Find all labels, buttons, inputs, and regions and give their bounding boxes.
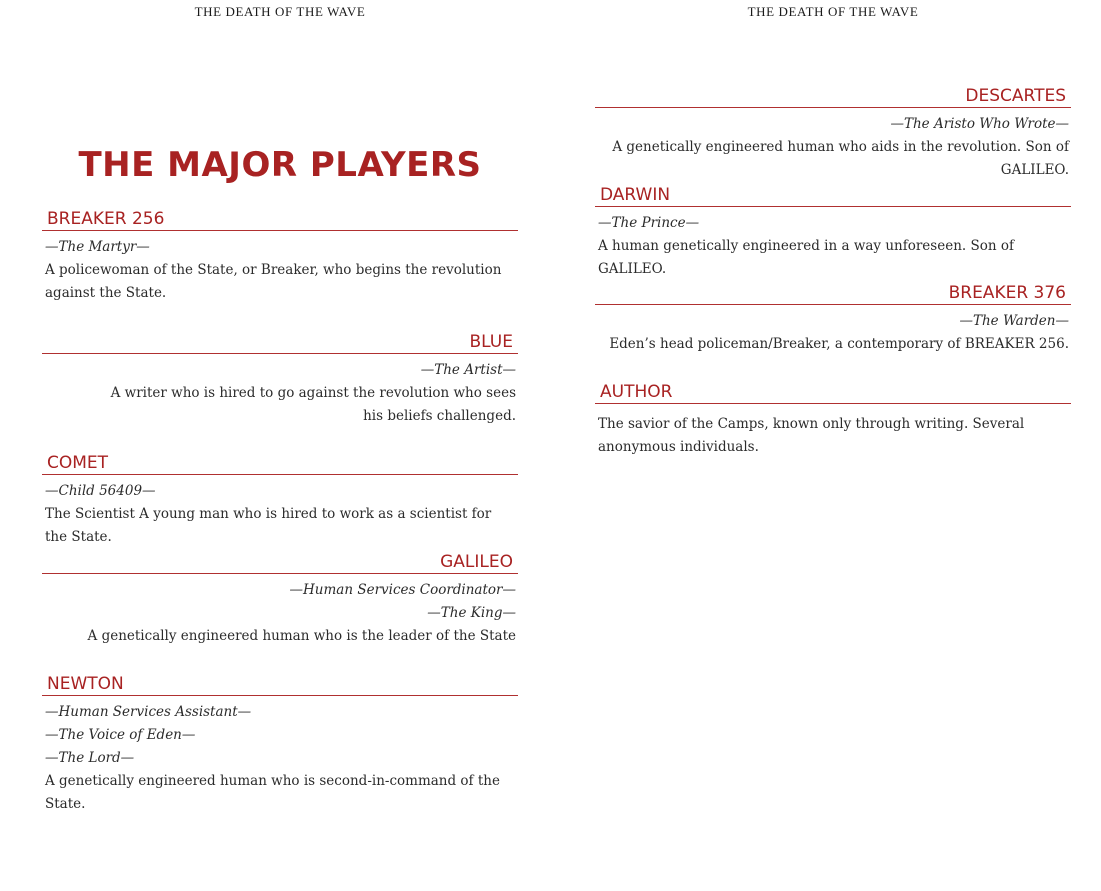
character-entry-darwin	[595, 185, 1071, 281]
running-head: THE DEATH OF THE WAVE	[194, 4, 366, 19]
character-name: DESCARTES	[595, 86, 1071, 108]
character-body	[42, 359, 518, 428]
character-body	[595, 212, 1071, 281]
character-name: COMET	[42, 453, 518, 475]
character-body	[42, 579, 518, 648]
character-name: BREAKER 256	[42, 209, 518, 231]
page-title: THE MAJOR PLAYERS	[78, 145, 482, 185]
character-entry-blue	[42, 332, 518, 428]
character-name: NEWTON	[42, 674, 518, 696]
character-name: DARWIN	[595, 185, 1071, 207]
character-name: AUTHOR	[595, 382, 1071, 404]
character-alias: —The Artist—	[420, 362, 516, 378]
character-description: The Scientist A young man who is hired to work as a scientist for the State.	[45, 506, 492, 545]
character-entry-descartes	[595, 86, 1071, 182]
character-alias: —The Aristo Who Wrote—	[890, 116, 1069, 132]
character-body	[42, 701, 518, 816]
character-alias: —Child 56409—	[45, 483, 156, 499]
character-alias: —The Martyr—	[45, 239, 150, 255]
character-entry-author	[595, 382, 1071, 459]
character-alias: —The Voice of Eden—	[45, 727, 196, 743]
character-description: Eden’s head policeman/Breaker, a contemporary of BREAKER 256.	[609, 336, 1069, 352]
character-alias: —The King—	[427, 605, 516, 621]
character-body	[42, 236, 518, 305]
character-description: A genetically engineered human who is second-in-command of the State.	[45, 773, 500, 812]
character-body	[595, 409, 1071, 459]
character-description: A genetically engineered human who is the leader of the State	[87, 628, 516, 644]
character-description: The savior of the Camps, known only through writing. Several anonymous individuals.	[598, 416, 1025, 455]
character-entry-newton	[42, 674, 518, 816]
left-page	[40, 0, 520, 891]
character-description: A policewoman of the State, or Breaker, who begins the revolution against the State.	[45, 262, 502, 301]
character-entry-breaker-376	[595, 283, 1071, 356]
character-entry-comet	[42, 453, 518, 549]
character-description: A writer who is hired to go against the revolution who sees his beliefs challenged.	[110, 385, 516, 424]
character-name: GALILEO	[42, 552, 518, 574]
character-alias: —The Warden—	[959, 313, 1069, 329]
character-alias: —Human Services Coordinator—	[289, 582, 516, 598]
character-name: BREAKER 376	[595, 283, 1071, 305]
character-alias: —The Lord—	[45, 750, 135, 766]
right-page	[593, 0, 1073, 891]
running-head: THE DEATH OF THE WAVE	[747, 4, 919, 19]
character-description: A genetically engineered human who aids in the revolution. Son of GALILEO.	[612, 139, 1069, 178]
character-body	[595, 113, 1071, 182]
character-body	[595, 310, 1071, 356]
character-name: BLUE	[42, 332, 518, 354]
character-entry-galileo	[42, 552, 518, 648]
character-body	[42, 480, 518, 549]
character-description: A human genetically engineered in a way unforeseen. Son of GALILEO.	[598, 238, 1014, 277]
character-alias: —The Prince—	[598, 215, 700, 231]
character-alias: —Human Services Assistant—	[45, 704, 252, 720]
character-entry-breaker-256	[42, 209, 518, 305]
